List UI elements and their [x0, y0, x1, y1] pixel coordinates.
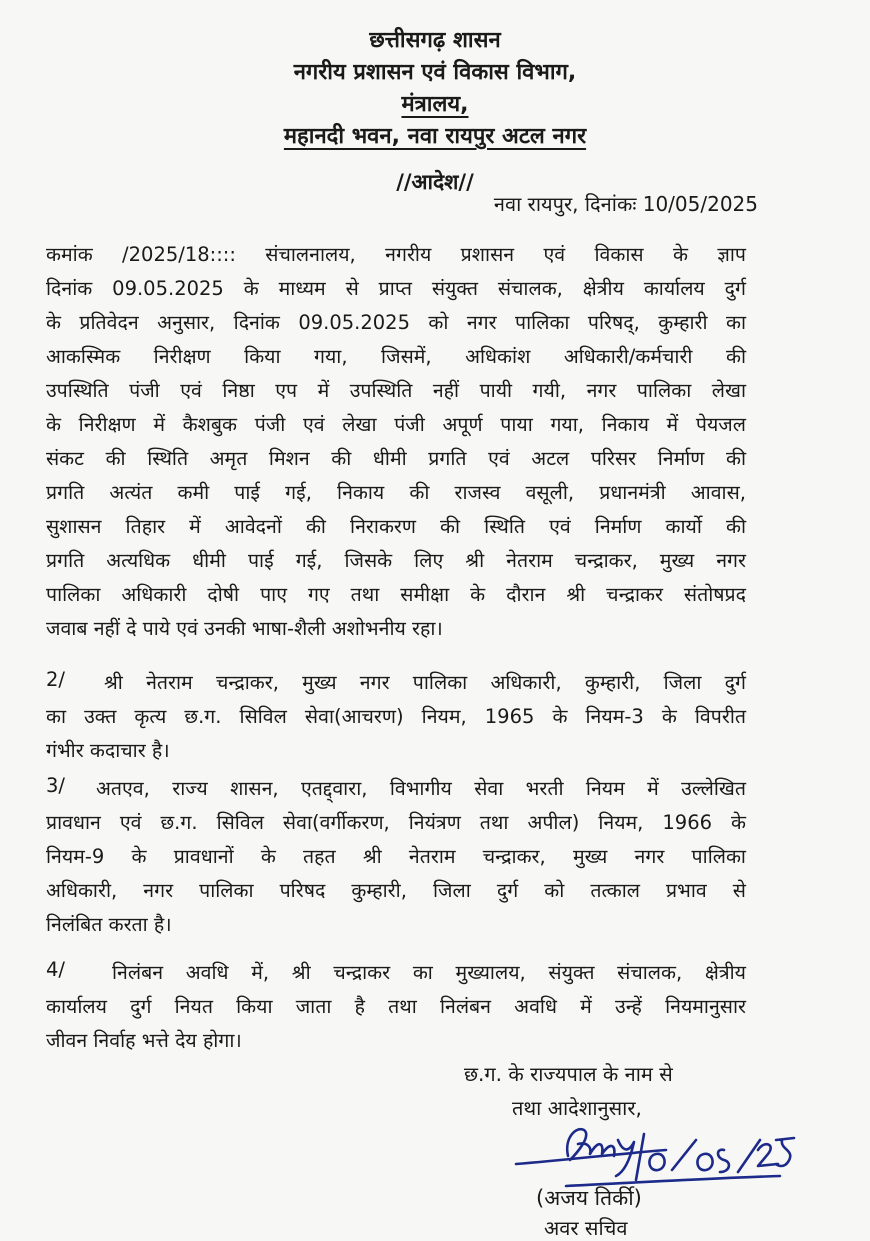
handwritten-signature: [506, 1120, 796, 1194]
paragraph-line: कार्यालय दुर्ग नियत किया जाता है तथा निलंबन अवधि में उन्हें नियमानुसार: [46, 995, 746, 1018]
paragraph-line: का उक्त कृत्य छ.ग. सिविल सेवा(आचरण) नियम, 1965 के नियम-3 के विपरीत: [46, 705, 746, 728]
paragraph-number: 4/: [46, 958, 65, 981]
signoff-line-1: छ.ग. के राज्यपाल के नाम से: [464, 1062, 673, 1086]
signoff-line-2: तथा आदेशानुसार,: [512, 1096, 642, 1120]
paragraph-line: उपस्थिति पंजी एवं निष्ठा एप में उपस्थिति नहीं पायी गयी, नगर पालिका लेखा: [46, 379, 746, 402]
dateline: नवा रायपुर, दिनांकः 10/05/2025: [493, 192, 758, 216]
department-heading: नगरीय प्रशासन एवं विकास विभाग,: [293, 60, 577, 85]
paragraph-number: 3/: [46, 774, 65, 797]
paragraph-line: जीवन निर्वाह भत्ते देय होगा।: [46, 1029, 242, 1052]
paragraph-number: 2/: [46, 668, 65, 691]
paragraph-line: निलंबन अवधि में, श्री चन्द्राकर का मुख्यालय, संयुक्त संचालक, क्षेत्रीय: [112, 961, 746, 984]
paragraph-line: प्रगति अत्यधिक धीमी पाई गई, जिसके लिए श्री नेतराम चन्द्राकर, मुख्य नगर: [46, 549, 746, 572]
paragraph-line: के प्रतिवेदन अनुसार, दिनांक 09.05.2025 को नगर पालिका परिषद्, कुम्हारी का: [46, 311, 746, 334]
paragraph-line: जवाब नहीं दे पाये एवं उनकी भाषा-शैली अशोभनीय रहा।: [46, 617, 443, 640]
signatory-designation: अवर सचिव: [544, 1216, 628, 1240]
paragraph-line: कमांक /2025/18:::: संचालनालय, नगरीय प्रशासन एवं विकास के ज्ञाप: [46, 243, 746, 266]
ministry-heading: मंत्रालय,: [401, 92, 469, 117]
paragraph-line: श्री नेतराम चन्द्राकर, मुख्य नगर पालिका अधिकारी, कुम्हारी, जिला दुर्ग: [104, 671, 746, 694]
government-heading: छत्तीसगढ़ शासन: [369, 28, 501, 53]
paragraph-line: के निरीक्षण में कैशबुक पंजी एवं लेखा पंजी अपूर्ण पाया गया, निकाय में पेयजल: [46, 413, 746, 436]
paragraph-line: अधिकारी, नगर पालिका परिषद कुम्हारी, जिला दुर्ग को तत्काल प्रभाव से: [46, 879, 746, 902]
paragraph-line: प्रगति अत्यंत कमी पाई गई, निकाय की राजस्व वसूली, प्रधानमंत्री आवास,: [46, 481, 746, 504]
building-heading: महानदी भवन, नवा रायपुर अटल नगर: [283, 124, 587, 149]
paragraph-line: प्रावधान एवं छ.ग. सिविल सेवा(वर्गीकरण, नियंत्रण तथा अपील) नियम, 1966 के: [46, 811, 746, 834]
paragraph-line: नियम-9 के प्रावधानों के तहत श्री नेतराम चन्द्राकर, मुख्य नगर पालिका: [46, 845, 746, 868]
paragraph-line: सुशासन तिहार में आवेदनों की निराकरण की स्थिति एवं निर्माण कार्यो की: [46, 515, 746, 538]
paragraph-line: निलंबित करता है।: [46, 913, 172, 936]
paragraph-line: अतएव, राज्य शासन, एतद्द्वारा, विभागीय सेवा भरती नियम में उल्लेखित: [96, 777, 746, 800]
paragraph-line: संकट की स्थिति अमृत मिशन की धीमी प्रगति एवं अटल परिसर निर्माण की: [46, 447, 746, 470]
paragraph-line: पालिका अधिकारी दोषी पाए गए तथा समीक्षा के दौरान श्री चन्द्राकर संतोषप्रद: [46, 583, 746, 606]
signatory-name: (अजय तिर्की): [536, 1186, 642, 1210]
order-title: //आदेश//: [396, 170, 474, 194]
paragraph-line: आकस्मिक निरीक्षण किया गया, जिसमें, अधिकांश अधिकारी/कर्मचारी की: [46, 345, 746, 368]
paragraph-line: दिनांक 09.05.2025 के माध्यम से प्राप्त संयुक्त संचालक, क्षेत्रीय कार्यालय दुर्ग: [46, 277, 746, 300]
paragraph-line: गंभीर कदाचार है।: [46, 739, 170, 762]
